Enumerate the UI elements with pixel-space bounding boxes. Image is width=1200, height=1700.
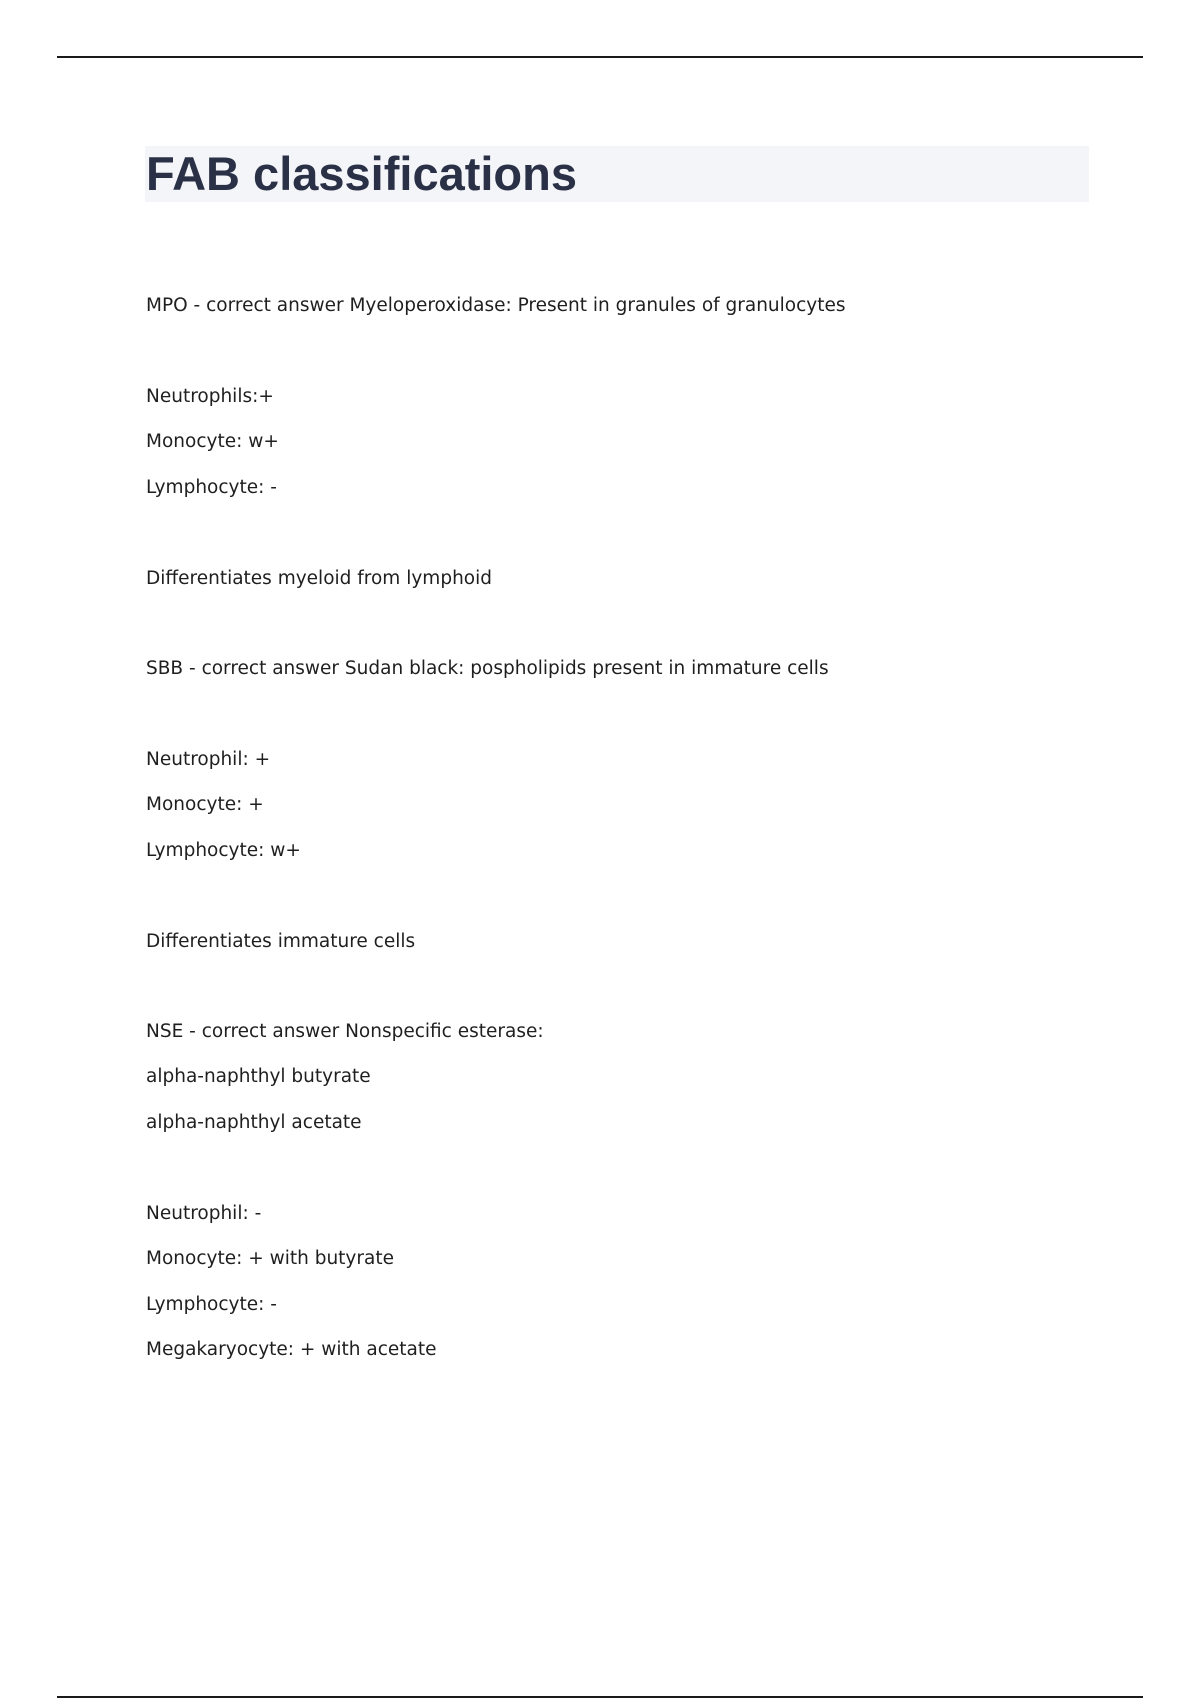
sbb-lymphocyte: Lymphocyte: w+ [146,840,301,861]
sbb-line: SBB - correct answer Sudan black: pospholipids present in immature cells [146,658,829,679]
nse-monocyte: Monocyte: + with butyrate [146,1248,394,1269]
mpo-line: MPO - correct answer Myeloperoxidase: Present in granules of granulocytes [146,295,846,316]
nse-megakaryocyte: Megakaryocyte: + with acetate [146,1339,437,1360]
sbb-monocyte: Monocyte: + [146,794,264,815]
top-rule [57,56,1143,58]
nse-substrate-butyrate: alpha-naphthyl butyrate [146,1066,371,1087]
mpo-neutrophils: Neutrophils:+ [146,386,274,407]
page-title: FAB classifications [146,147,577,200]
nse-neutrophil: Neutrophil: - [146,1203,262,1224]
mpo-note: Differentiates myeloid from lymphoid [146,568,492,589]
nse-lymphocyte: Lymphocyte: - [146,1294,277,1315]
nse-substrate-acetate: alpha-naphthyl acetate [146,1112,362,1133]
mpo-monocyte: Monocyte: w+ [146,431,279,452]
nse-line: NSE - correct answer Nonspecific esterase: [146,1021,544,1042]
bottom-rule [57,1696,1143,1698]
sbb-note: Differentiates immature cells [146,931,416,952]
mpo-lymphocyte: Lymphocyte: - [146,477,277,498]
sbb-neutrophil: Neutrophil: + [146,749,271,770]
